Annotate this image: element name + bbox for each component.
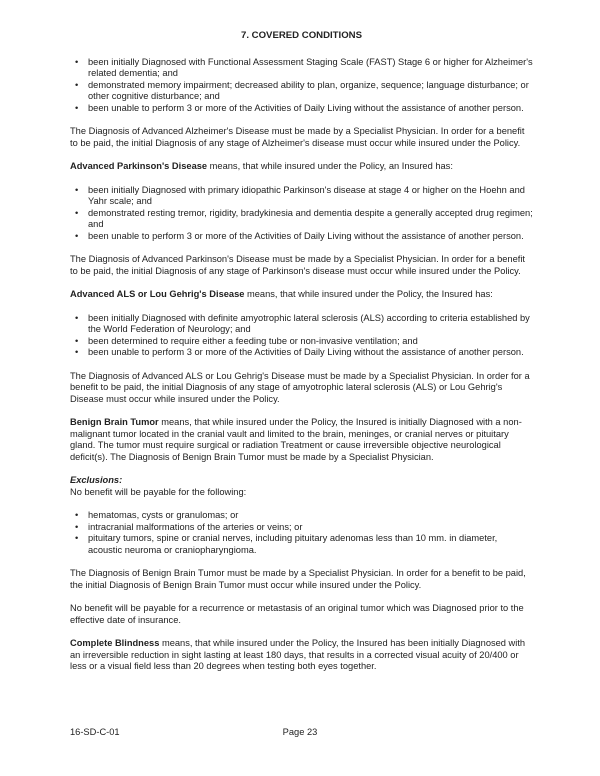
page-footer: [0, 727, 600, 739]
bullet-item: • been unable to perform 3 or more of the Activities of Daily Living without the assistance of another person.: [70, 103, 533, 115]
parkinsons-term-paragraph: [70, 161, 533, 173]
bullet-item: • been initially Diagnosed with primary idiopathic Parkinson's disease at stage 4 or higher on the Hoehn and Yahr scale; and: [70, 185, 533, 208]
alzheimers-diagnosis-paragraph: The Diagnosis of Advanced Alzheimer's Disease must be made by a Specialist Physician. In order for a benefit to be paid, the initial Diagnosis of any stage of Alzheimer's disease must occur while insured under the Policy.: [70, 126, 525, 148]
bullet-item: • been determined to require either a feeding tube or non-invasive ventilation; and: [70, 336, 533, 348]
complete-blindness-term-paragraph: [70, 638, 533, 673]
exclusions-intro: No benefit will be payable for the following:: [70, 486, 247, 497]
term-lead: Advanced ALS or Lou Gehrig's Disease: [70, 289, 245, 299]
bullet-item: • intracranial malformations of the arteries or veins; or: [70, 522, 533, 534]
term-lead: Advanced Parkinson's Disease: [70, 161, 208, 171]
bullet-item: • hematomas, cysts or granulomas; or: [70, 510, 533, 522]
als-diagnosis-paragraph: The Diagnosis of Advanced ALS or Lou Gehrig's Disease must be made by a Specialist Physician. In order for a benefit to be paid, the initial Diagnosis of any stage of amyotrophic lateral sclerosis (ALS) or Lou Gehrig's Disease must occur while insured under the Policy.: [70, 370, 530, 404]
als-criteria-list: [70, 313, 533, 359]
bullet-item: • pituitary tumors, spine or cranial nerves, including pituitary adenomas less than 10 mm. in diameter, acoustic neuroma or craniopharyngioma.: [70, 533, 533, 556]
footer-page-number: Page 23: [282, 727, 318, 737]
parkinsons-diagnosis-paragraph: The Diagnosis of Advanced Parkinson's Disease must be made by a Specialist Physician. In order for a benefit to be paid, the initial Diagnosis of any stage of Parkinson's disease must occur while insured under the Policy.: [70, 254, 525, 276]
term-text: means, that while insured under the Policy, the Insured has been initially Diagnosed with an irreversible reduction in sight lasting at least 180 days, that results in a corrected visual acuity of 20/400 or less or a visual field less than 20 degrees when testing both eyes together.: [70, 638, 526, 671]
bullet-item: • demonstrated resting tremor, rigidity, bradykinesia and dementia despite a generally accepted drug regimen; and: [70, 208, 533, 231]
exclusions-heading: Exclusions:: [70, 475, 123, 485]
exclusions-block: [70, 475, 533, 498]
term-text: means, that while insured under the Policy, the Insured is initially Diagnosed with a non-malignant tumor located in the cranial vault and limited to the brain, meninges, or cranial nerves or pituitary gland. The tumor must require surgical or radiation Treatment or cause irreversible objective neurological deficit(s). The Diagnosis of Benign Brain Tumor must be made by a Specialist Physician.: [70, 417, 522, 462]
footer-doc-code: 16-SD-C-01: [70, 727, 120, 737]
bullet-item: • been unable to perform 3 or more of the Activities of Daily Living without the assistance of another person.: [70, 231, 533, 243]
term-text: means, that while insured under the Policy, an Insured has:: [207, 161, 453, 171]
benign-brain-tumor-diagnosis-paragraph: The Diagnosis of Benign Brain Tumor must be made by a Specialist Physician. In order for a benefit to be paid, the initial Diagnosis of Benign Brain Tumor must occur while insured under the Policy.: [70, 568, 526, 590]
bullet-item: • been initially Diagnosed with definite amyotrophic lateral sclerosis (ALS) according to criteria established by the World Federation of Neurology; and: [70, 313, 533, 336]
benign-brain-tumor-term-paragraph: [70, 417, 533, 463]
parkinsons-criteria-list: [70, 185, 533, 243]
term-text: means, that while insured under the Policy, the Insured has:: [244, 289, 493, 299]
bullet-item: • been initially Diagnosed with Functional Assessment Staging Scale (FAST) Stage 6 or higher for Alzheimer's related dementia; and: [70, 57, 533, 80]
document-body: [70, 57, 533, 673]
term-lead: Benign Brain Tumor: [70, 417, 159, 427]
alzheimers-criteria-list: [70, 57, 533, 115]
term-lead: Complete Blindness: [70, 638, 160, 648]
recurrence-paragraph: No benefit will be payable for a recurrence or metastasis of an original tumor which was Diagnosed prior to the effective date of insurance.: [70, 603, 524, 625]
bullet-item: • demonstrated memory impairment; decreased ability to plan, organize, sequence; language disturbance; or other cognitive disturbance; and: [70, 80, 533, 103]
bullet-item: • been unable to perform 3 or more of the Activities of Daily Living without the assistance of another person.: [70, 347, 533, 359]
als-term-paragraph: [70, 289, 533, 301]
exclusions-list: [70, 510, 533, 556]
page-title: 7. COVERED CONDITIONS: [240, 30, 362, 41]
